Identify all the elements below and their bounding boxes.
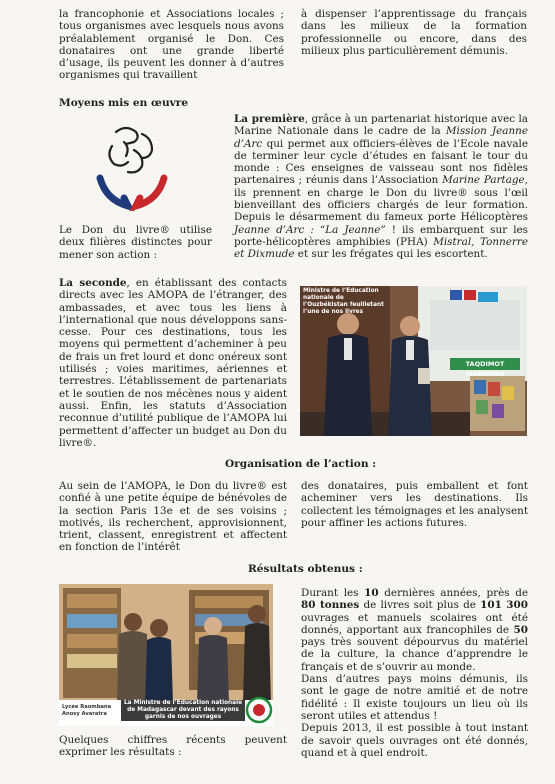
premiere-pha: Mistral, Tonnerre et Dixmude	[234, 235, 528, 261]
organisation-heading: Organisation de l’action :	[225, 458, 377, 470]
resultats-text	[301, 587, 528, 759]
r-p1-e: de livres soit plus de	[359, 599, 481, 612]
resultats-p1	[301, 587, 528, 673]
photo2-school-1: Lycée Raombana	[62, 704, 112, 710]
intro-left-text: la francophonie et Associations locales ; tous organismes avec lesquels nous avons préalablement organisé le Don. Ces donataires ont une grande liberté d’usage, ils peuvent les donner à d’autres organismes qui travaillent	[59, 8, 284, 82]
organisation-right-text: des donataires, puis emballent et font acheminer vers les destinations. Ils collectent les témoignages et les analysent pour affiner les actions futures.	[301, 480, 528, 529]
resultats-p2: Dans d’autres pays moins démunis, ils sont le gage de notre amitié et de notre fidélité : Il existe toujours un lieu où ils seront utiles et attendus !	[301, 673, 528, 722]
organisation-left-text: Au sein de l’AMOPA, le Don du livre® est confié à une petite équipe de bénévoles de la section Paris 13e et de ses voisins ; motivés, ils recherchent, approvisionnent, trient, classent, enregistrent et affectent en fonction de l’intérêt	[59, 480, 287, 554]
r-p1-c: dernières années, près de	[378, 587, 528, 599]
photo-madagascar	[59, 584, 273, 726]
photo2-caption	[121, 700, 245, 721]
intro-right-text: à dispenser l’apprentissage du français dans les milieux de la formation professionnelle ou encore, dans des milieux plus particulièrement démunis.	[301, 8, 527, 57]
premiere-e: et sur les frégates qui les escortent.	[294, 248, 488, 261]
photo2-caption-1: La Ministre de l’Education nationale	[123, 700, 243, 706]
r-p1-b: 10	[364, 587, 379, 599]
premiere-mission: Mission Jeanne d’Arc	[234, 125, 528, 150]
premiere-a: , grâce à un partenariat historique avec la Marine Nationale dans le cadre de la	[234, 113, 528, 138]
premiere-b: qui permet aux officiers-élèves de l’Ecole navale de terminer leur cycle d’études en faisant le tour du monde : Ces enseignes de vaisseau sont nos fidèles partenaires ; réunis dans l’Association	[234, 137, 528, 187]
photo2-caption-3: garnis de nos ouvrages	[144, 714, 222, 720]
r-p1-f: 101 300	[480, 599, 528, 612]
moyens-heading: Moyens mis en œuvre	[59, 97, 189, 109]
r-p1-i: pays très souvent dépourvus du matériel de la culture, la chance d’apprendre le français et de s’ouvrir au monde.	[301, 636, 528, 673]
seconde-lead: La seconde	[59, 277, 127, 289]
r-p1-h: 50	[513, 623, 528, 636]
r-p1-a: Durant les	[301, 587, 365, 599]
moyens-left-text: Le Don du livre® utilise deux filières distinctes pour mener son action :	[59, 224, 212, 261]
premiere-ship: Jeanne d’Arc : “La Jeanne”	[234, 223, 386, 236]
photo1-banner: TAQDIMOT MAROSIMI	[465, 360, 505, 378]
photo1-caption: Ministre de l’Education nationale de l’Ouzbékistan feuilletant l’une de nos livres	[303, 288, 384, 315]
premiere-assoc: Marine Partage,	[442, 174, 529, 187]
seconde-paragraph	[59, 277, 287, 449]
photo2-caption-2: de Madagascar devant des rayons	[127, 707, 239, 713]
premiere-paragraph	[234, 113, 528, 261]
hands-logo	[94, 120, 170, 215]
r-p1-g: ouvrages et manuels scolaires ont été donnés, apportant aux francophiles de	[301, 611, 528, 636]
photo-uzbekistan	[300, 286, 527, 436]
resultats-p3: Depuis 2013, il est possible à tout instant de savoir quels ouvrages ont été donnés, quand et à quel endroit.	[301, 722, 528, 759]
premiere-lead: La première	[234, 113, 305, 125]
seconde-text: , en établissant des contacts directs avec les AMOPA de l’étranger, des ambassades, et avec tous les liens à l’international que nous développons sans-cesse. Pour ces destinations, tous les moyens qui permettent d’acheminer à peu de frais un fret lourd et donc onéreux sont utilisés ; voies maritimes, aériennes et terrestres. L’établissement de partenariats et le soutien de nos mécènes nous y aident aussi. Enfin, les statuts d’Association reconnue d’utilité publique de l’AMOPA lui permettent d’affecter un budget au Don du livre®.	[59, 277, 287, 449]
premiere-c: ils prennent en charge le Don du livre® sous l’œil bienveillant des officiers chargés de leur formation. Depuis le désarmement du fameux porte Hélicoptères	[234, 186, 528, 224]
resultats-bottom-left: Quelques chiffres récents peuvent exprimer les résultats :	[59, 734, 287, 759]
photo2-school-2: Anosy Avaratra	[62, 710, 107, 717]
photo2-school	[62, 704, 111, 717]
r-p1-d: 80 tonnes	[301, 599, 360, 612]
resultats-heading: Résultats obtenus :	[248, 563, 363, 575]
premiere-d: ! ils embarquent sur les porte-hélicoptères amphibies (PHA)	[234, 223, 529, 248]
